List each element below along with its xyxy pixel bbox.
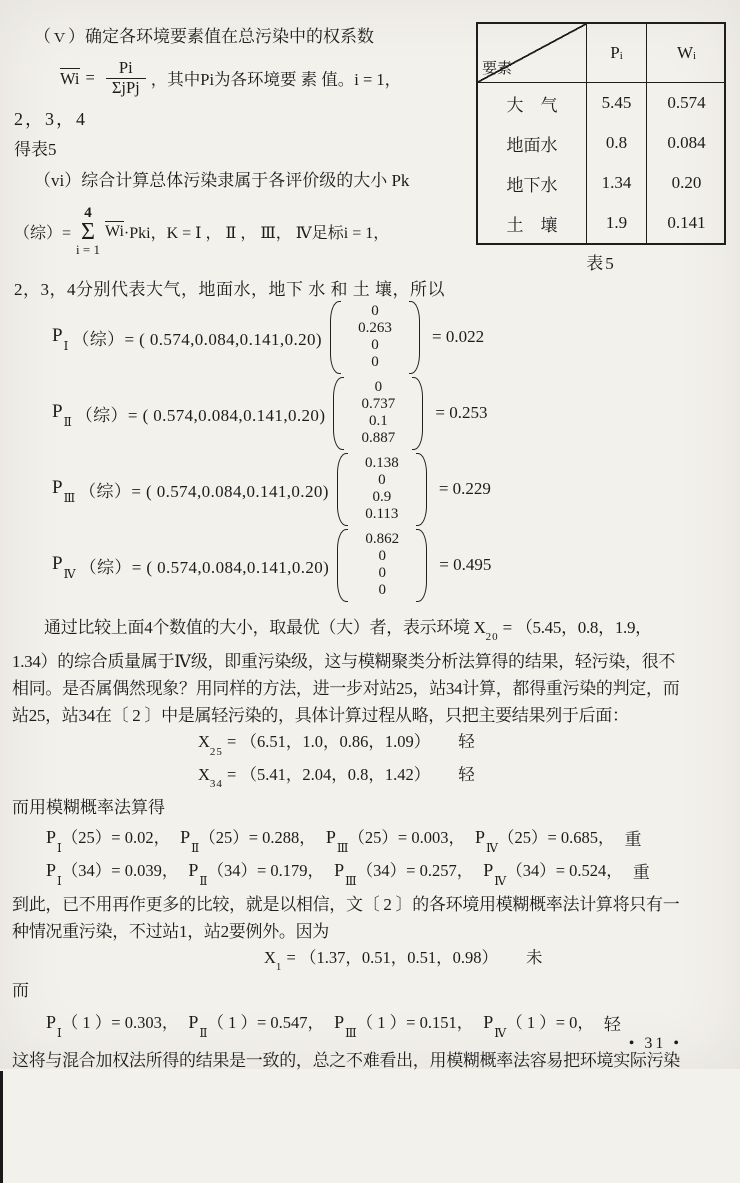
table-row-factor: 地面水	[506, 135, 558, 155]
column-header-wi: W i	[646, 24, 726, 83]
sigma-lower-limit: i = 1	[76, 242, 100, 258]
formula-explanation: ，其中Pi为各环境要 素 值。i = 1，	[150, 70, 402, 89]
get-table-line: 得表5	[14, 140, 57, 159]
equation-result: = 0.022	[432, 327, 485, 346]
fraction	[106, 59, 146, 98]
p-term: $P_Ⅰ$（ 1 ）= 0.303，	[46, 1011, 179, 1040]
equation-result: = 0.495	[439, 555, 492, 574]
matrix-equation-4	[52, 528, 728, 602]
x25-result-line: $X_{25} = (6.51$，1.0，0.86，1.09） 轻	[198, 732, 475, 758]
p34-results-line	[46, 854, 728, 887]
p-term: $P_Ⅰ(34)= 0.039$，	[46, 859, 179, 889]
sum-rhs: ·Pki，K = Ⅰ ， Ⅱ ， Ⅲ， Ⅳ足标i = 1，	[123, 224, 390, 242]
equation-mid: （综）= ( 0.574,0.084,0.141,0.20)	[75, 405, 326, 425]
p-term: $P_Ⅱ$	[52, 400, 72, 430]
table-cell-pi: 1.9	[586, 203, 646, 243]
table-cell-wi: 0.20	[646, 163, 726, 203]
p1-results-line	[46, 1004, 728, 1040]
table-row-factor: 地下水	[506, 175, 558, 195]
x34-result-line: $X_{34} = (5.41$，2.04，0.8，1.42） 轻	[198, 764, 475, 790]
page-number: • 31 •	[628, 1035, 682, 1052]
sigma-operator	[76, 206, 100, 257]
pollution-grade-tag: 重	[624, 829, 642, 849]
pollution-grade-tag: 重	[632, 862, 650, 882]
pollution-grade-tag: 未	[525, 947, 543, 967]
sum-formula	[14, 199, 480, 263]
paragraph-line: 站25，站34在〔 2 〕中是属轻污染的，具体计算过程从略，只把主要结果列于后面：	[12, 706, 629, 726]
item-vi-heading: （vi）综合计算总体污染隶属于各评价级的大小 Pk	[34, 171, 410, 190]
top-left-text	[12, 22, 480, 300]
vector-bracket-left-icon	[330, 301, 341, 374]
vector-bracket-right-icon	[416, 529, 427, 602]
w-bar-term: Wi	[60, 68, 80, 88]
item-v-heading: （ｖ）确定各环境要素值在总污染中的权系数	[34, 27, 374, 46]
equation-result: = 0.229	[438, 479, 491, 498]
p25-results-line	[46, 821, 728, 854]
pollution-grade-tag: 轻	[603, 1014, 621, 1034]
p-term: $P_Ⅳ(25)= 0.685$，	[474, 826, 615, 856]
equation-mid: （综）= ( 0.574,0.084,0.141,0.20)	[79, 481, 329, 501]
vector-bracket-left-icon	[337, 529, 348, 602]
paragraph-comparison	[12, 614, 728, 729]
p-term: $P_Ⅱ(25)= 0.288$，	[180, 826, 316, 856]
p-term: $P_Ⅳ(34)= 0.524$，	[483, 859, 623, 889]
method-line: 而用模糊概率法算得	[12, 797, 165, 817]
p-term: $P_Ⅳ$	[52, 552, 76, 582]
equation-result: = 0.253	[435, 403, 488, 422]
p-term: $P_Ⅱ$（ 1 ）= 0.547，	[188, 1011, 325, 1040]
paragraph-conclusion	[12, 891, 728, 945]
matrix-equation-1	[52, 300, 728, 374]
table-cell-pi: 1.34	[586, 163, 646, 203]
p-term: $P_Ⅲ(25)= 0.003$，	[325, 826, 465, 856]
column-vector: 0 0.263 0 0	[330, 301, 420, 374]
matrix-equations-block	[52, 300, 728, 602]
paragraph-line: 种情况重污染，不过站1，站2要例外。因为	[12, 921, 329, 941]
p-term: $P_Ⅰ(25)= 0.02$，	[46, 826, 171, 856]
pollution-grade-tag: 轻	[458, 732, 475, 752]
vector-bracket-right-icon	[409, 301, 420, 374]
paragraph-line: 到此，已不用再作更多的比较，就是以相信，文〔 2 〕的各环境用模糊概率法计算将只有一	[12, 894, 680, 914]
table-caption: 表5	[586, 254, 616, 273]
fraction-denominator: ΣjPj	[106, 78, 146, 98]
vector-bracket-right-icon	[412, 377, 423, 450]
p-term: $P_Ⅱ(34)= 0.179$，	[188, 859, 325, 889]
table-cell-pi: 0.8	[586, 123, 646, 163]
matrix-equation-2	[52, 376, 728, 450]
table-cell-pi: 5.45	[586, 83, 646, 123]
sum-lhs: （综）=	[14, 224, 72, 242]
indices-line: 2，3，4	[14, 109, 87, 129]
p-term: $P_Ⅳ$（ 1 ）= 0，	[483, 1011, 594, 1040]
paragraph-line: 1.34）的综合质量属于Ⅳ级，即重污染级，这与模糊聚类分析法算得的结果，轻污染，很不	[12, 652, 676, 672]
equals-sign: =	[85, 68, 95, 87]
fraction-numerator: Pi	[118, 57, 133, 77]
top-section	[12, 22, 728, 299]
table-cell-wi: 0.574	[646, 83, 726, 123]
vector-bracket-left-icon	[337, 453, 348, 526]
matrix-equation-3	[52, 452, 728, 526]
paragraph-line: 通过比较上面4个数值的大小，取最优（大）者，表示环境 $X_{20} = (5.45$，0.8，1.9，	[44, 618, 652, 644]
p-term: $P_Ⅲ(34)= 0.257$，	[334, 859, 474, 889]
table-5	[476, 22, 726, 274]
represent-line: 2，3，4分别代表大气，地面水，地下 水 和 土 壤，所以	[14, 280, 445, 299]
column-vector: 0.138 0 0.9 0.113	[337, 453, 427, 526]
weight-formula	[60, 55, 480, 101]
x1-result-line: $X_1 = (1.37$，0.51，0.51，0.98） 未	[264, 947, 543, 974]
table-cell-wi: 0.084	[646, 123, 726, 163]
sigma-upper-limit: 4	[84, 204, 92, 221]
p-term: $P_Ⅰ$	[52, 324, 69, 354]
table-5-grid	[476, 22, 726, 245]
equation-mid: （综）= ( 0.574,0.084,0.141,0.20)	[79, 557, 330, 577]
p-term: $P_Ⅲ$	[52, 476, 76, 506]
column-vector: 0.862 0 0 0	[337, 529, 427, 602]
er-line: 而	[12, 981, 29, 1001]
sigma-icon: Σ	[81, 218, 95, 245]
column-vector: 0 0.737 0.1 0.887	[333, 377, 423, 450]
table-row-factor: 土 壤	[506, 215, 558, 235]
paragraph-line: 相同。是否属偶然现象？用同样的方法，进一步对站25，站34计算，都得重污染的判定，而	[12, 679, 680, 699]
table-row-factor: 大 气	[506, 95, 558, 115]
w-bar-term: Wi	[104, 223, 124, 241]
p-term: $P_Ⅲ$（ 1 ）= 0.151，	[334, 1011, 474, 1040]
vector-bracket-right-icon	[416, 453, 427, 526]
corner-label: 要素	[482, 61, 513, 77]
pollution-grade-tag: 轻	[458, 764, 475, 784]
closing-line: 这将与混合加权法所得的结果是一致的，总之不难看出，用模糊概率法容易把环境实际污染	[12, 1051, 680, 1071]
vector-bracket-left-icon	[333, 377, 344, 450]
equation-mid: （综）= ( 0.574,0.084,0.141,0.20)	[72, 329, 322, 349]
table-corner-cell-diagonal	[478, 24, 586, 83]
scan-artifact	[0, 1071, 2, 1101]
column-header-pi: P i	[586, 24, 646, 83]
table-cell-wi: 0.141	[646, 203, 726, 243]
